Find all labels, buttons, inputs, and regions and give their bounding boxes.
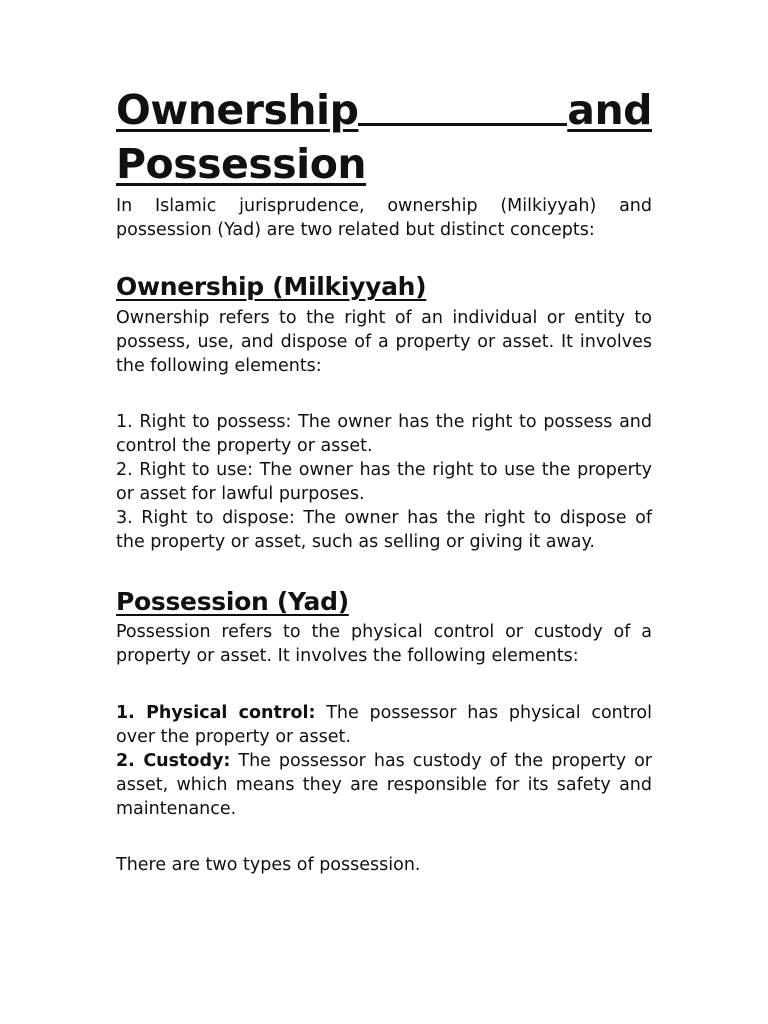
ownership-description: Ownership refers to the right of an individual or entity to possess, use, and dispose of a property or asset. It involves the following elements:	[116, 308, 652, 376]
list-item	[116, 749, 652, 821]
list-item: 3. Right to dispose: The owner has the right to dispose of the property or asset, such as selling or giving it away.	[116, 508, 652, 552]
list-item-text: The possessor has physical control over the property or asset.	[116, 703, 653, 747]
possession-closing: There are two types of possession.	[116, 855, 421, 875]
list-item: 1. Right to possess: The owner has the right to possess and control the property or asset.	[116, 412, 652, 456]
title-underline-gap	[358, 123, 567, 126]
possession-heading: Possession (Yad)	[116, 587, 349, 616]
list-item	[116, 701, 652, 749]
title-word-and: and	[567, 86, 652, 134]
title-line-2: Possession	[116, 140, 367, 188]
list-item: 2. Right to use: The owner has the right to use the property or asset for lawful purposes.	[116, 460, 652, 504]
title-word-ownership: Ownership	[116, 86, 359, 134]
list-item-text: The possessor has custody of the property or asset, which means they are responsible for its safety and maintenance.	[116, 751, 652, 819]
list-item-term: 2. Custody:	[116, 751, 231, 771]
ownership-list	[116, 410, 652, 554]
intro-paragraph: In Islamic jurisprudence, ownership (Milkiyyah) and possession (Yad) are two related but distinct concepts:	[116, 196, 652, 240]
list-item-term: 1. Physical control:	[116, 703, 316, 723]
possession-description: Possession refers to the physical control or custody of a property or asset. It involves the following elements:	[116, 622, 652, 666]
ownership-heading: Ownership (Milkiyyah)	[116, 272, 427, 301]
possession-list	[116, 701, 652, 821]
title-line-1	[116, 86, 652, 134]
document-title	[116, 86, 652, 188]
